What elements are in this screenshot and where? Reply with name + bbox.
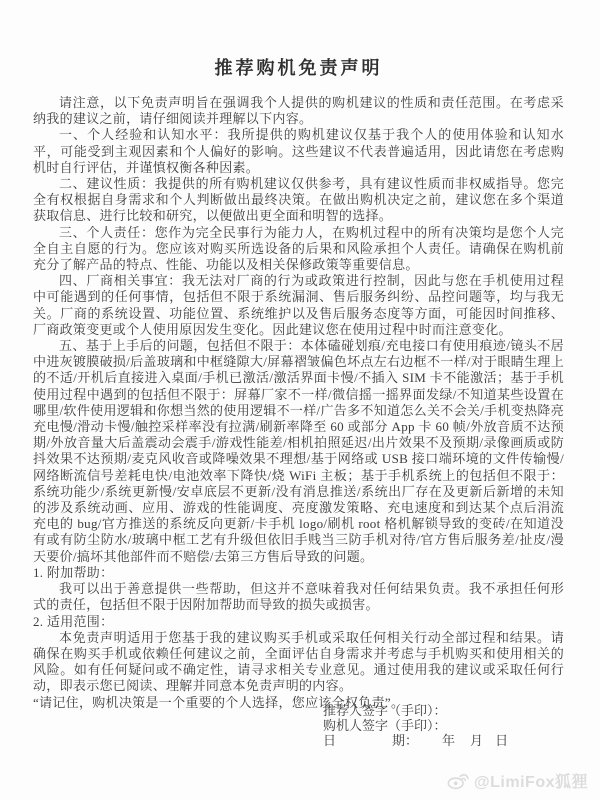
section-2-nature: 二、建议性质：我提供的所有购机建议仅供参考，具有建议性质而非权威指导。您完全有权根据自身需求和个人判断做出最终决策。在做出购机决定之前，建议您在多个渠道获取信息、进行比较和研究，以便做出更全面和明智的选择。	[33, 176, 564, 224]
section-4-manufacturer: 四、厂商相关事宜：我无法对厂商的行为或政策进行控制，因此与您在手机使用过程中可能遇到的任何事情，包括但不限于系统漏洞、售后服务纠纷、品控问题等，均与我无关。厂商的系统设置、功能位置、系统维护以及售后服务态度等方面，可能因时间推移、厂商政策变更或个人使用原因发生变化。因此建议您在使用过程中时而注意变化。	[33, 273, 564, 337]
section-5-issues: 五、基于上手后的问题，包括但不限于：本体磕碰划痕/充电接口有使用痕迹/镜头不居中进灰镀膜破损/后盖玻璃和中框缝隙大/屏幕褶皱偏色坏点左右边框不一样/对于眼睛生理上的不适/开机后直接进入桌面/手机已激活/激活界面卡慢/不插入 SIM 卡不能激活；基于手机使用过程中遇到的包括但不限于：屏幕厂家不一样/微信摇一摇界面发绿/不知道某些设置在哪里/软件使用逻辑和你想当然的使用逻辑不一样/广告多不知道怎么关不会关/手机变热降亮充电慢/滑动卡慢/触控采样率没有拉满/刷新率降至 60 或部分 App 卡 60 帧/外放音质不达预期/外放音量大后盖震动会震手/游戏性能差/相机拍照延迟/出片效果不及预期/录像画质或防抖效果不达预期/麦克风收音或降噪效果不理想/基于网络或 USB 接口端环境的文件传输慢/网络断流信号差耗电快/电池效率下降快/烧 WiFi 主板；基于手机系统上的包括但不限于：系统功能少/系统更新慢/安卓底层不更新/没有消息推送/系统出厂存在及更新后新增的未知的涉及系统动画、应用、游戏的性能调度、亮度激发策略、充电速度和到达某个点后涓流充电的 bug/官方推送的系统反向更新/卡手机 logo/刷机 root 格机解锁导致的变砖/在知道没有或有防尘防水/玻璃中框工艺有升级但依旧手贱当三防手机对待/官方售后服务差/扯皮/漫天要价/搞坏其他部件而不赔偿/去第三方售后导致的问题。	[33, 338, 564, 564]
weibo-icon	[447, 771, 469, 790]
date-label-ri: 日	[323, 733, 337, 749]
buyer-signature-label: 购机人签字（手印）：	[323, 718, 447, 734]
disclaimer-document	[33, 54, 564, 711]
date-day-label: 日	[495, 733, 509, 749]
section-1-experience: 一、个人经验和认知水平：我所提供的购机建议仅基于我个人的使用体验和认知水平，可能受到主观因素和个人偏好的影响。这些建议不代表普遍适用，因此请您在考虑购机时自行评估，并谨慎权衡各种因素。	[33, 127, 564, 175]
additional-help-heading: 1. 附加帮助：	[33, 564, 114, 580]
closing-quote: “请记住，购机决策是一个重要的个人选择，您应该全权负责”。	[33, 694, 405, 710]
intro-paragraph: 请注意，以下免责声明旨在强调我个人提供的购机建议的性质和责任范围。在考虑采纳我的建议之前，请仔细阅读并理解以下内容。	[33, 95, 564, 127]
recommender-signature-label: 推荐人签字（手印）：	[323, 703, 447, 718]
date-month-label: 月	[470, 733, 484, 749]
signature-block	[323, 703, 508, 749]
date-line	[323, 733, 508, 748]
watermark-handle: @LimiFox狐狸	[474, 774, 588, 791]
scope-body: 本免责声明适用于您基于我的建议购买手机或采取任何相关行动全部过程和结果。请确保在购买手机或依赖任何建议之前，全面评估自身需求并考虑与手机购买和使用相关的风险。如有任何疑问或不确定性，请寻求相关专业意见。通过使用我的建议或采取任何行动，即表示您已阅读、理解并同意本免责声明的内容。	[33, 629, 564, 694]
weibo-watermark	[447, 769, 588, 792]
section-3-responsibility: 三、个人责任：您作为完全民事行为能力人，在购机过程中的所有决策均是您个人完全自主自愿的行为。您应该对购买所选设备的后果和风险承担个人责任。请确保在购机前充分了解产品的特点、性能、功能以及相关保修政策等重要信息。	[33, 224, 564, 273]
date-year-label: 年	[442, 733, 456, 749]
document-title: 推荐购机免责声明	[214, 58, 383, 78]
date-label-qi: 期：	[392, 733, 419, 749]
additional-help-body: 我可以出于善意提供一些帮助，但这并不意味着我对任何结果负责。我不承担任何形式的责任，包括但不限于因附加帮助而导致的损失或损害。	[33, 581, 564, 613]
scope-heading: 2. 适用范围：	[33, 613, 114, 629]
